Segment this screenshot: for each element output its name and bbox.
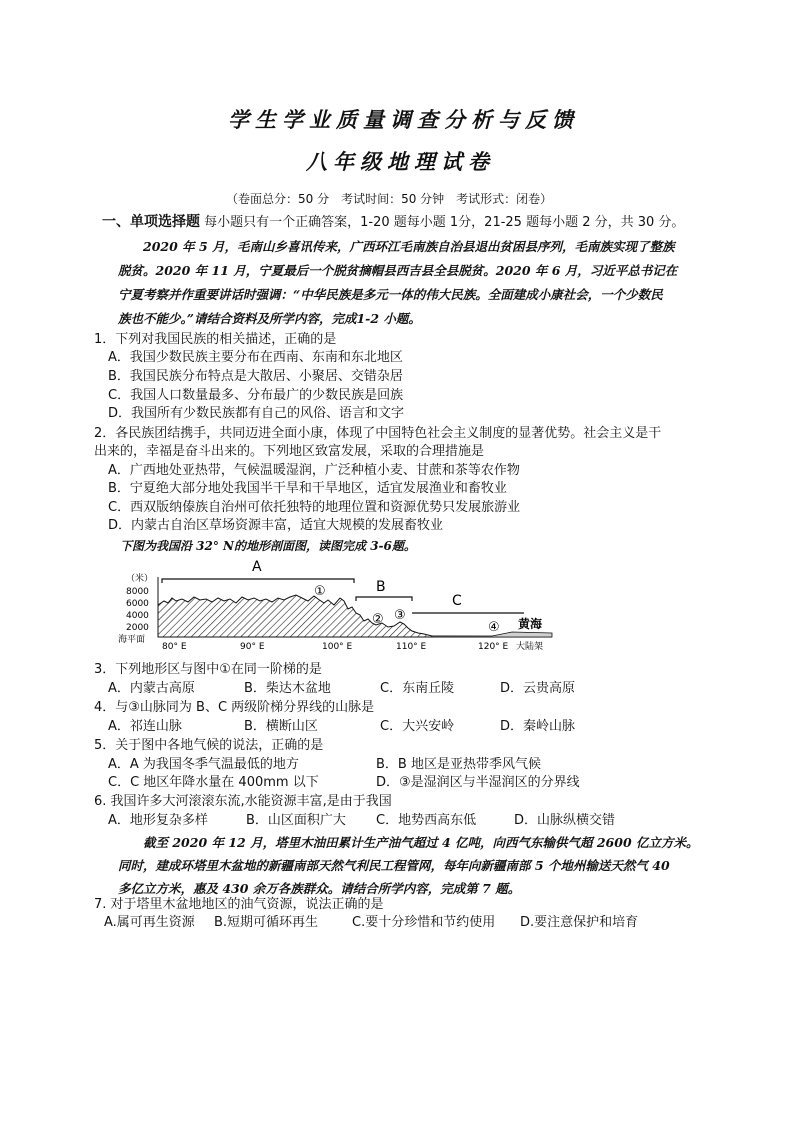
- question-option: C．西双版纳傣族自治州可依托独特的地理位置和资源优势只发展旅游业: [108, 500, 521, 515]
- region-label-c: C: [452, 593, 462, 609]
- material2-line: 多亿立方米，惠及 430 余万各族群众。请结合所学内容，完成第 7 题。: [118, 881, 521, 896]
- region-a-brace: [162, 579, 354, 583]
- question-option: B．我国民族分布特点是大散居、小聚居、交错杂居: [108, 369, 403, 384]
- question-stem: 3．下列地形区与图中①在同一阶梯的是: [94, 662, 322, 677]
- material2-line: 截至 2020 年 12 月，塔里木油田累计生产油气超过 4 亿吨，向西气东输供气超 2600 亿立方米。: [118, 835, 699, 850]
- material1-line: 宁夏考察并作重要讲话时强调：“中华民族是多元一体的伟大民族。全面建成小康社会，一个少数民: [118, 287, 663, 302]
- question-stem: 1．下列对我国民族的相关描述，正确的是: [94, 332, 337, 347]
- question-stem: 5．关于图中各地气候的说法，正确的是: [94, 738, 324, 753]
- region-label-b: B: [376, 579, 386, 595]
- question-option: C．地势西高东低: [376, 813, 477, 828]
- material2-line: 同时，建成环塔里木盆地的新疆南部天然气利民工程管网，每年向新疆南部 5 个地州输送天然气 40: [118, 858, 670, 873]
- question-option: C．C 地区年降水量在 400mm 以下: [108, 775, 319, 790]
- y-tick-label: 2000: [126, 623, 149, 633]
- y-axis-unit: （米）: [126, 574, 154, 584]
- x-tick-label: 100° E: [322, 642, 353, 652]
- question-stem: 6. 我国许多大河滚滚东流,水能资源丰富,是由于我国: [94, 794, 392, 809]
- region-label-a: A: [252, 559, 262, 575]
- material1-line: 族也不能少。”请结合资料及所学内容，完成1-2 小题。: [118, 311, 421, 326]
- x-tick-label: 120° E: [478, 642, 509, 652]
- material1-line: 脱贫。2020 年 11 月，宁夏最后一个脱贫摘帽县西吉县全县脱贫。2020 年 6 月，习近平总书记在: [118, 263, 678, 278]
- question-option: D．我国所有少数民族都有自己的风俗、语言和文字: [108, 406, 405, 421]
- marker-4: ④: [488, 620, 500, 635]
- exam-title-line2: 八年级地理试卷: [306, 149, 495, 174]
- section-instruction: 每小题只有一个正确答案，1-20 题每小题 1分，21-25 题每小题 2 分，共 30 分。: [200, 215, 685, 230]
- terrain-profile-figure: [112, 553, 596, 653]
- question-option: D．秦岭山脉: [500, 719, 576, 734]
- material1-line: 2020 年 5 月，毛南山乡喜讯传来，广西环江毛南族自治县退出贫困县序列，毛南族实现了整族: [118, 239, 675, 254]
- question-option: A．祁连山脉: [108, 719, 182, 734]
- question-option: D.要注意保护和培育: [520, 915, 639, 930]
- exam-title-line1: 学生学业质量调查分析与反馈: [228, 107, 579, 132]
- question-option: A．我国少数民族主要分布在西南、东南和东北地区: [108, 350, 403, 365]
- x-tick-label: 110° E: [396, 642, 427, 652]
- shelf-label: 大陆架: [516, 642, 544, 652]
- question-option: B．山区面积广大: [246, 813, 346, 828]
- marker-2: ②: [372, 612, 384, 627]
- marker-3: ③: [394, 608, 406, 623]
- question-option: A.属可再生资源: [104, 915, 195, 930]
- question-option: A．地形复杂多样: [108, 813, 208, 828]
- question-stem: 出来的，幸福是奋斗出来的。下列地区致富发展，采取的合理措施是: [94, 444, 485, 459]
- question-option: B．柴达木盆地: [244, 681, 331, 696]
- y-tick-label: 8000: [126, 587, 149, 597]
- question-stem: 2．各民族团结携手，共同迈进全面小康，体现了中国特色社会主义制度的显著优势。社会主义是干: [94, 426, 662, 441]
- y-tick-label: 6000: [126, 599, 149, 609]
- sea-level-label: 海平面: [118, 635, 146, 645]
- question-option: D．云贵高原: [500, 681, 576, 696]
- question-option: C．东南丘陵: [380, 681, 455, 696]
- exam-info: （卷面总分：50 分 考试时间：50 分钟 考试形式：闭卷）: [226, 192, 553, 206]
- question-stem: 4．与③山脉同为 B、C 两级阶梯分界线的山脉是: [94, 700, 375, 715]
- question-option: A．A 为我国冬季气温最低的地方: [108, 757, 299, 772]
- question-option: B．宁夏绝大部分地处我国半干旱和干旱地区，适宜发展渔业和畜牧业: [108, 481, 507, 496]
- question-option: B．横断山区: [244, 719, 318, 734]
- question-option: A．广西地处亚热带，气候温暖湿润，广泛种植小麦、甘蔗和茶等农作物: [108, 463, 520, 478]
- section-heading-line: [102, 213, 684, 232]
- question-stem: 7. 对于塔里木盆地地区的油气资源，说法正确的是: [94, 897, 384, 912]
- marker-1: ①: [314, 584, 326, 599]
- question-option: C．大兴安岭: [380, 719, 455, 734]
- x-tick-label: 80° E: [162, 642, 187, 652]
- section-heading: 一、单项选择题: [102, 214, 200, 230]
- question-option: A．内蒙古高原: [108, 681, 195, 696]
- question-option: D．③是湿润区与半湿润区的分界线: [376, 775, 580, 790]
- region-b-brace: [356, 597, 412, 601]
- figure-intro: 下图为我国沿 32° N的地形剖面图，读图完成 3-6题。: [120, 539, 416, 553]
- question-option: B.短期可循环再生: [214, 915, 319, 930]
- question-option: D．内蒙古自治区草场资源丰富，适宜大规模的发展畜牧业: [108, 518, 444, 533]
- x-tick-label: 90° E: [240, 642, 265, 652]
- question-option: B．B 地区是亚热带季风气候: [376, 757, 541, 772]
- y-tick-label: 4000: [126, 611, 149, 621]
- sea-name: 黄海: [518, 617, 543, 631]
- question-option: C.要十分珍惜和节约使用: [352, 915, 496, 930]
- question-option: C．我国人口数量最多、分布最广的少数民族是回族: [108, 388, 404, 403]
- question-option: D．山脉纵横交错: [514, 813, 616, 828]
